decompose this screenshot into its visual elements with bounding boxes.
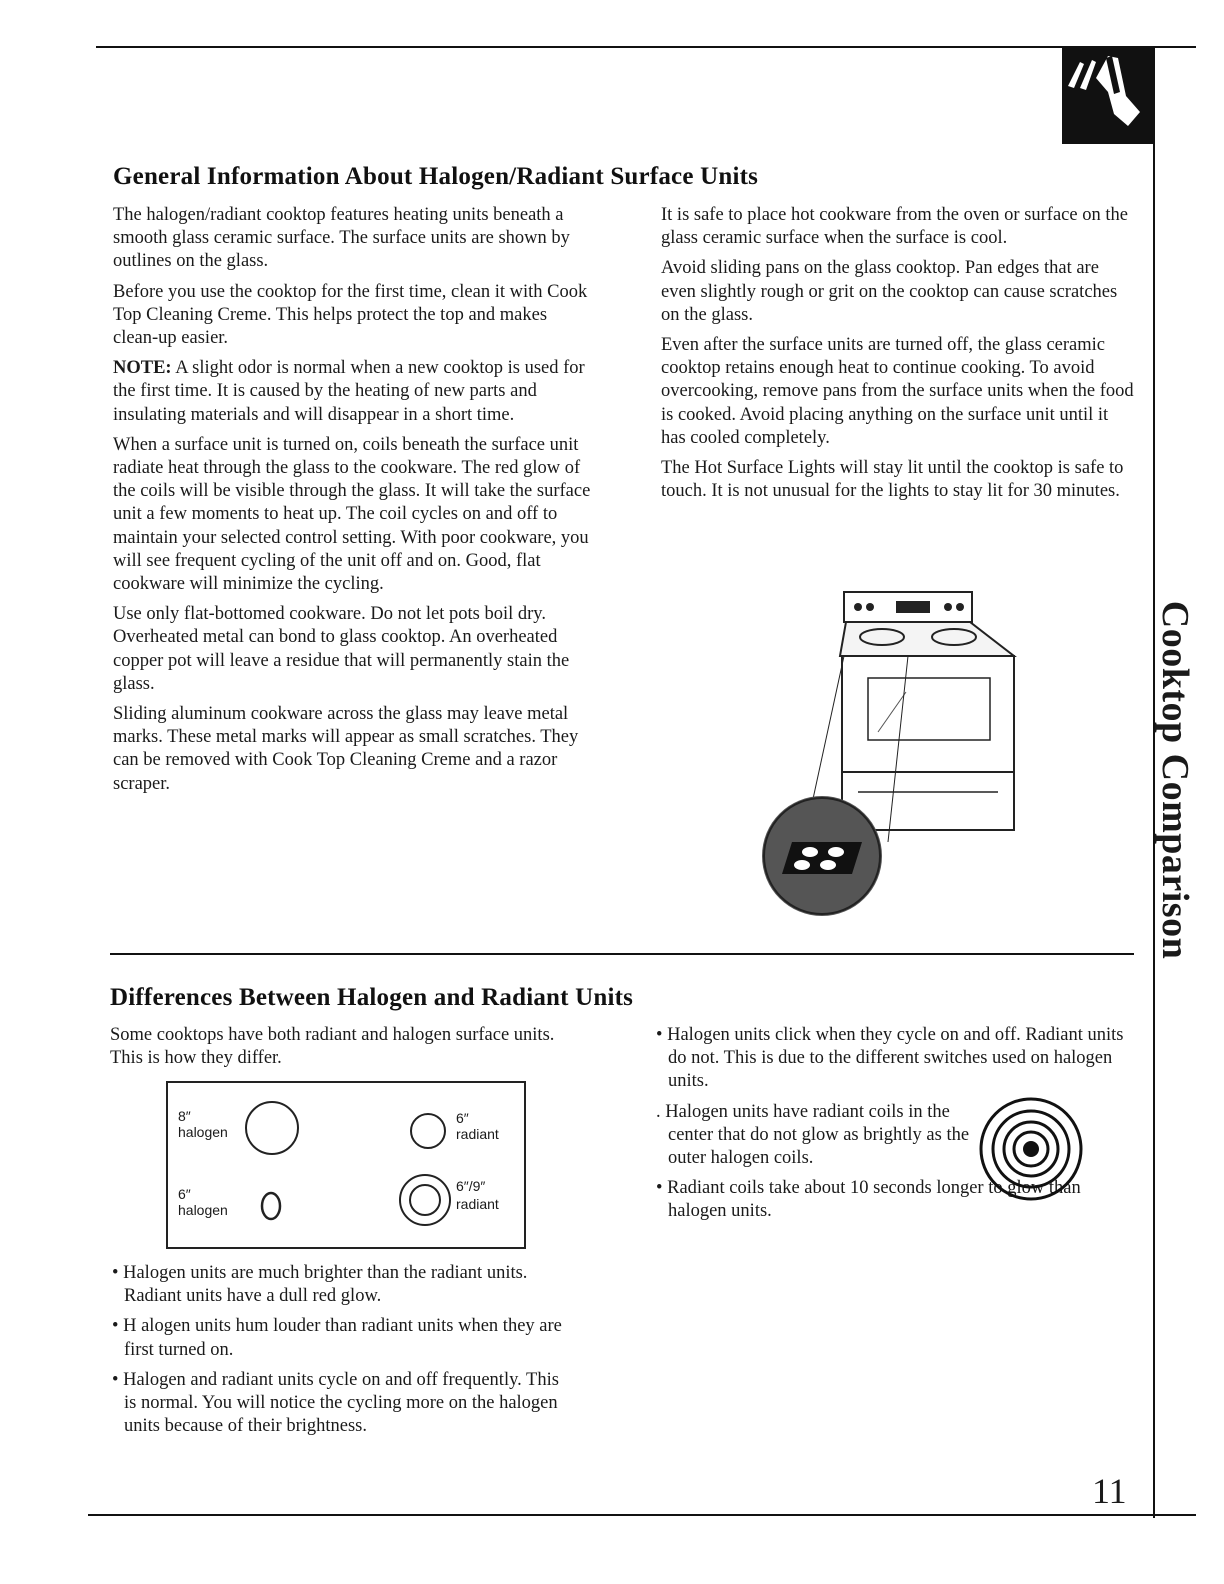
halogen-6-unit-icon <box>258 1189 284 1223</box>
bullet-marker: . <box>656 1101 661 1122</box>
bullet-marker: • <box>656 1178 663 1199</box>
diagram-label-tl-type: halogen <box>178 1124 228 1140</box>
bullet-item <box>654 1101 988 1171</box>
bottom-rule <box>88 1514 1196 1516</box>
paragraph: The Hot Surface Lights will stay lit until the cooktop is safe to touch. It is not unusual for the lights to stay lit for 30 minutes. <box>661 458 1124 502</box>
radiant-6-unit-icon <box>408 1111 448 1151</box>
section-title-general-info: General Information About Halogen/Radiant Surface Units <box>113 163 759 190</box>
note-paragraph <box>113 357 593 427</box>
hand-pointer-icon <box>1062 48 1154 144</box>
bullet-item <box>110 1369 570 1439</box>
differences-intro <box>110 1024 590 1077</box>
paragraph: It is safe to place hot cookware from the oven or surface on the glass ceramic surface when the surface is cool. <box>661 205 1128 249</box>
differences-left-bullets <box>110 1262 570 1445</box>
coil-element-icon <box>976 1094 1086 1204</box>
paragraph: Even after the surface units are turned off, the glass ceramic cooktop retains enough heat to continue cooking. To avoid overcooking, remove pans from the surface units when the food is cooked. Avoid placing anything on the surface unit until it has cooled completely. <box>661 335 1134 448</box>
paragraph: When a surface unit is turned on, coils beneath the surface unit radiate heat through the glass to the cookware. The red glow of the coils will be visible through the glass. It will take the surface unit a few moments to heat up. The coil cycles on and off to maintain your selected control setting. With poor cookware, you will see frequent cycling of the unit off and on. Good, flat cookware will minimize the cycling. <box>113 434 591 595</box>
cooktop-unit-diagram <box>166 1081 526 1249</box>
paragraph: Before you use the cooktop for the first time, clean it with Cook Top Cleaning Creme. This helps protect the top and makes clean-up easier. <box>113 281 588 349</box>
general-info-right-column <box>661 204 1136 510</box>
bullet-marker: • <box>112 1263 119 1283</box>
section-divider-rule <box>110 953 1134 955</box>
radiant-dual-unit-icon <box>396 1171 454 1229</box>
note-text: A slight odor is normal when a new cooktop is used for the first time. It is caused by the heating of new parts and insulating materials and will disappear in a short time. <box>113 358 585 425</box>
bullet-marker: • <box>656 1025 663 1045</box>
bullet-marker: • <box>112 1369 119 1390</box>
diagram-label-tr-size: 6″ <box>456 1110 469 1126</box>
bullet-item <box>110 1315 570 1361</box>
diagram-label-bl-type: halogen <box>178 1202 228 1218</box>
paragraph: The halogen/radiant cooktop features heating units beneath a smooth glass ceramic surface. The surface units are shown by outlines on the glass. <box>113 205 570 272</box>
paragraph: Sliding aluminum cookware across the glass may leave metal marks. These metal marks will appear as small scratches. They can be removed with Cook Top Cleaning Creme and a razor scraper. <box>113 704 579 794</box>
range-illustration <box>758 582 1028 918</box>
general-info-left-column <box>113 204 593 803</box>
bullet-text: H alogen units hum louder than radiant units when they are first turned on. <box>123 1316 562 1360</box>
bullet-item <box>110 1262 570 1308</box>
paragraph: Avoid sliding pans on the glass cooktop. Pan edges that are even slightly rough or grit on the cooktop can cause scratches on the glass. <box>661 258 1118 325</box>
page-number: 11 <box>1092 1471 1127 1511</box>
diagram-label-tr-type: radiant <box>456 1126 499 1142</box>
halogen-8-unit-icon <box>242 1098 302 1158</box>
side-tab-label: Cooktop Comparison <box>1154 600 1197 960</box>
bullet-text: Halogen and radiant units cycle on and off frequently. This is normal. You will notice the cycling more on the halogen units because of their brightness. <box>123 1369 559 1437</box>
paragraph: Use only flat-bottomed cookware. Do not let pots boil dry. Overheated metal can bond to glass cooktop. An overheated copper pot will leave a residue that will permanently stain the glass. <box>113 604 570 694</box>
note-label: NOTE: <box>113 358 172 379</box>
bullet-text: Radiant coils take about 10 seconds longer to glow than halogen units. <box>667 1178 1081 1222</box>
bullet-marker: • <box>112 1316 119 1337</box>
bullet-text: Halogen units are much brighter than the radiant units. Radiant units have a dull red glow. <box>123 1263 528 1307</box>
diagram-label-br-type: radiant <box>456 1196 499 1212</box>
section-title-differences: Differences Between Halogen and Radiant Units <box>110 984 634 1011</box>
diagram-label-br-size: 6″/9″ <box>456 1178 486 1194</box>
diagram-label-tl-size: 8″ <box>178 1108 191 1124</box>
bullet-text: Halogen units have radiant coils in the center that do not glow as brightly as the outer halogen coils. <box>665 1101 970 1169</box>
side-tab <box>1150 600 1200 960</box>
top-rule <box>96 46 1196 48</box>
diagram-label-bl-size: 6″ <box>178 1186 191 1202</box>
paragraph: Some cooktops have both radiant and halogen surface units. This is how they differ. <box>110 1025 555 1069</box>
bullet-text: Halogen units click when they cycle on and off. Radiant units do not. This is due to the different switches used on halogen units. <box>667 1025 1124 1092</box>
bullet-item <box>654 1024 1124 1094</box>
